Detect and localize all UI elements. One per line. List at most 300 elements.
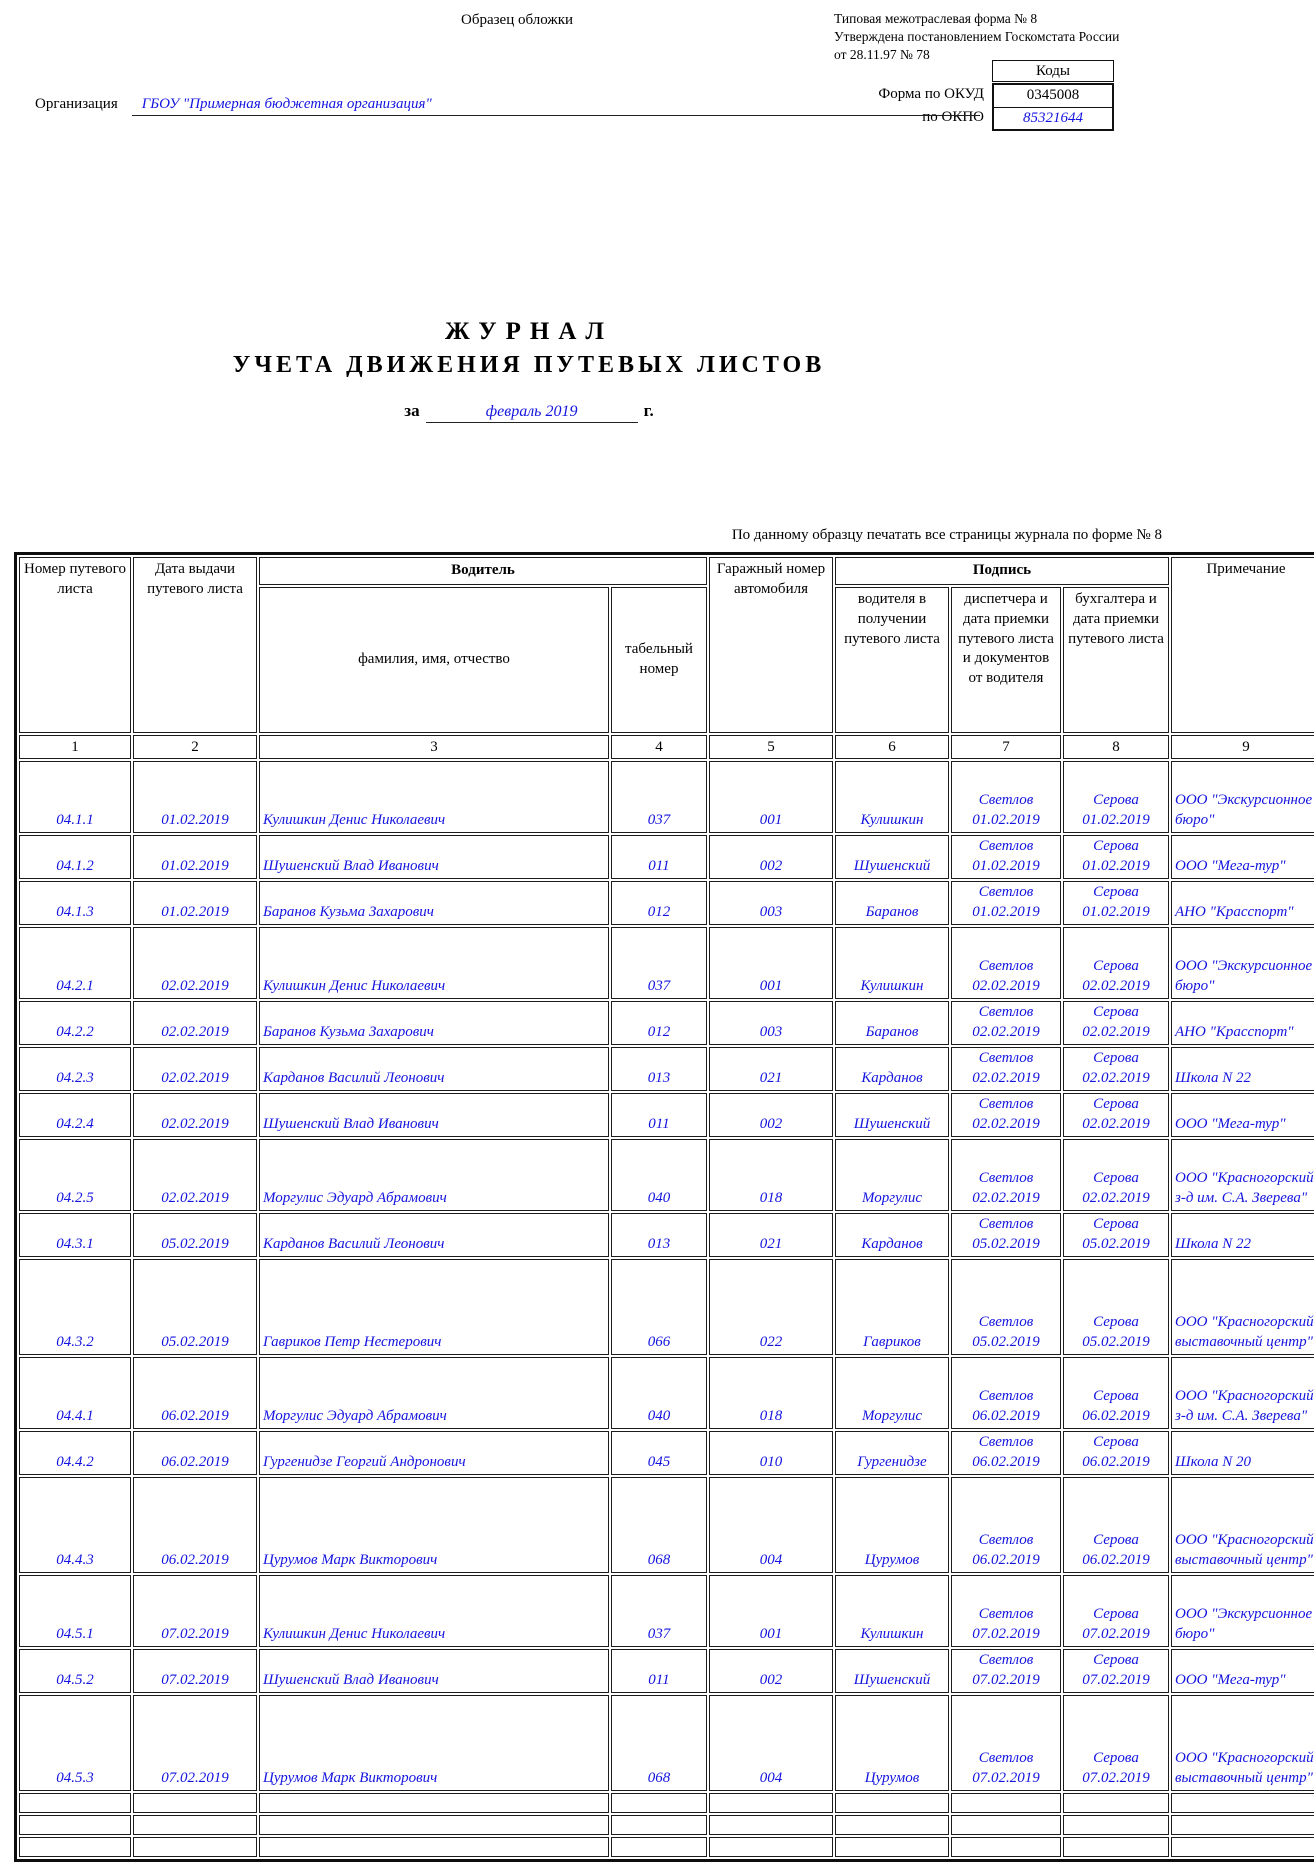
cell-accountant-signature bbox=[1063, 1477, 1169, 1573]
cell-garage-number: 003 bbox=[709, 881, 833, 925]
cell-accountant-signature bbox=[1063, 881, 1169, 925]
accountant-sign-date: 07.02.2019 bbox=[1082, 1769, 1150, 1786]
cell-accountant-signature bbox=[1063, 1695, 1169, 1791]
column-number: 8 bbox=[1063, 735, 1169, 759]
cell-garage-number: 018 bbox=[709, 1139, 833, 1211]
accountant-sign-name: Серова bbox=[1093, 884, 1139, 900]
table-row bbox=[19, 1139, 1314, 1211]
codes-box bbox=[992, 60, 1114, 131]
cell-waybill-number: 04.5.3 bbox=[19, 1695, 131, 1791]
cell-dispatcher-signature bbox=[951, 1575, 1061, 1647]
table-row bbox=[19, 1649, 1314, 1693]
cell-waybill-number: 04.5.1 bbox=[19, 1575, 131, 1647]
header-accountant-signature: бухгалтера и дата приемки путевого листа bbox=[1063, 587, 1169, 733]
cell-driver-name: Цурумов Марк Викторович bbox=[259, 1695, 609, 1791]
codes-title: Коды bbox=[992, 60, 1114, 82]
cell-driver-signature: Баранов bbox=[835, 1001, 949, 1045]
cell-dispatcher-signature bbox=[951, 1477, 1061, 1573]
header-garage-number: Гаражный номер автомобиля bbox=[709, 557, 833, 733]
cell-driver-name: Моргулис Эдуард Абрамович bbox=[259, 1357, 609, 1429]
header-driver-name: фамилия, имя, отчество bbox=[259, 587, 609, 733]
dispatcher-sign-date: 02.02.2019 bbox=[972, 1189, 1040, 1206]
cell-driver-signature bbox=[835, 1793, 949, 1813]
cell-garage-number: 001 bbox=[709, 927, 833, 999]
cell-garage-number: 003 bbox=[709, 1001, 833, 1045]
cell-issue-date: 06.02.2019 bbox=[133, 1357, 257, 1429]
cell-dispatcher-signature bbox=[951, 1357, 1061, 1429]
column-number: 3 bbox=[259, 735, 609, 759]
table-row bbox=[19, 1431, 1314, 1475]
cell-waybill-number: 04.1.3 bbox=[19, 881, 131, 925]
cell-dispatcher-signature bbox=[951, 1837, 1061, 1857]
dispatcher-sign-date: 06.02.2019 bbox=[972, 1551, 1040, 1568]
header-issue-date: Дата выдачи путевого листа bbox=[133, 557, 257, 733]
dispatcher-sign-name: Светлов bbox=[978, 792, 1034, 808]
period-row bbox=[404, 401, 653, 423]
cell-personnel-number bbox=[611, 1815, 707, 1835]
dispatcher-sign-name: Светлов bbox=[978, 1434, 1034, 1450]
cell-issue-date bbox=[133, 1815, 257, 1835]
cell-driver-signature: Шушенский bbox=[835, 835, 949, 879]
cell-driver-name: Кулишкин Денис Николаевич bbox=[259, 927, 609, 999]
cell-waybill-number: 04.2.3 bbox=[19, 1047, 131, 1091]
okpo-value: 85321644 bbox=[994, 107, 1112, 129]
cell-note: ООО "Экскурсионное бюро" bbox=[1171, 761, 1314, 833]
dispatcher-sign-name: Светлов bbox=[978, 958, 1034, 974]
dispatcher-sign-name: Светлов bbox=[978, 838, 1034, 854]
cell-dispatcher-signature bbox=[951, 1139, 1061, 1211]
accountant-sign-date: 07.02.2019 bbox=[1082, 1671, 1150, 1688]
accountant-sign-date: 01.02.2019 bbox=[1082, 811, 1150, 828]
cell-issue-date: 05.02.2019 bbox=[133, 1259, 257, 1355]
cell-driver-signature: Кулишкин bbox=[835, 927, 949, 999]
cell-waybill-number: 04.4.3 bbox=[19, 1477, 131, 1573]
accountant-sign-name: Серова bbox=[1093, 1050, 1139, 1066]
accountant-sign-name: Серова bbox=[1093, 1314, 1139, 1330]
cell-garage-number bbox=[709, 1793, 833, 1813]
cell-waybill-number bbox=[19, 1793, 131, 1813]
cell-personnel-number bbox=[611, 1837, 707, 1857]
cell-accountant-signature bbox=[1063, 761, 1169, 833]
cell-waybill-number: 04.2.5 bbox=[19, 1139, 131, 1211]
cell-personnel-number: 066 bbox=[611, 1259, 707, 1355]
accountant-sign-date: 02.02.2019 bbox=[1082, 1023, 1150, 1040]
accountant-sign-date: 02.02.2019 bbox=[1082, 1115, 1150, 1132]
cell-personnel-number: 012 bbox=[611, 1001, 707, 1045]
journal-table-body bbox=[19, 761, 1314, 1857]
cell-issue-date: 07.02.2019 bbox=[133, 1575, 257, 1647]
title-line-1: ЖУРНАЛ bbox=[444, 318, 614, 345]
header-dispatcher-signature: диспетчера и дата приемки путевого листа и документов от водителя bbox=[951, 587, 1061, 733]
accountant-sign-date: 06.02.2019 bbox=[1082, 1453, 1150, 1470]
accountant-sign-date: 06.02.2019 bbox=[1082, 1407, 1150, 1424]
dispatcher-sign-name: Светлов bbox=[978, 1750, 1034, 1766]
accountant-sign-date: 02.02.2019 bbox=[1082, 977, 1150, 994]
cell-driver-name: Кулишкин Денис Николаевич bbox=[259, 761, 609, 833]
cell-dispatcher-signature bbox=[951, 1793, 1061, 1813]
cell-driver-signature: Кулишкин bbox=[835, 1575, 949, 1647]
cell-waybill-number bbox=[19, 1837, 131, 1857]
cell-note: АНО "Красспорт" bbox=[1171, 881, 1314, 925]
cell-garage-number: 002 bbox=[709, 1649, 833, 1693]
okpo-label: по ОКПО bbox=[922, 109, 984, 125]
cell-driver-signature: Гургенидзе bbox=[835, 1431, 949, 1475]
cell-note: ООО "Экскурсионное бюро" bbox=[1171, 927, 1314, 999]
table-row bbox=[19, 1093, 1314, 1137]
cell-note bbox=[1171, 1837, 1314, 1857]
dispatcher-sign-name: Светлов bbox=[978, 1532, 1034, 1548]
accountant-sign-date: 05.02.2019 bbox=[1082, 1235, 1150, 1252]
cell-dispatcher-signature bbox=[951, 1431, 1061, 1475]
cell-driver-name bbox=[259, 1815, 609, 1835]
column-number: 4 bbox=[611, 735, 707, 759]
cell-waybill-number: 04.4.2 bbox=[19, 1431, 131, 1475]
cell-dispatcher-signature bbox=[951, 881, 1061, 925]
table-row bbox=[19, 761, 1314, 833]
accountant-sign-date: 07.02.2019 bbox=[1082, 1625, 1150, 1642]
dispatcher-sign-date: 06.02.2019 bbox=[972, 1453, 1040, 1470]
cell-accountant-signature bbox=[1063, 1575, 1169, 1647]
cell-personnel-number: 037 bbox=[611, 761, 707, 833]
form-approval-line: Типовая межотраслевая форма № 8 bbox=[834, 11, 1038, 26]
dispatcher-sign-date: 01.02.2019 bbox=[972, 857, 1040, 874]
cell-accountant-signature bbox=[1063, 1047, 1169, 1091]
cell-garage-number: 002 bbox=[709, 835, 833, 879]
cell-issue-date: 02.02.2019 bbox=[133, 1001, 257, 1045]
column-number: 9 bbox=[1171, 735, 1314, 759]
cell-note: Школа N 22 bbox=[1171, 1047, 1314, 1091]
accountant-sign-name: Серова bbox=[1093, 1606, 1139, 1622]
cell-note bbox=[1171, 1815, 1314, 1835]
accountant-sign-name: Серова bbox=[1093, 1096, 1139, 1112]
cell-waybill-number: 04.3.1 bbox=[19, 1213, 131, 1257]
cell-driver-name: Карданов Василий Леонович bbox=[259, 1047, 609, 1091]
okud-value: 0345008 bbox=[1026, 87, 1080, 103]
cell-driver-signature bbox=[835, 1837, 949, 1857]
cell-driver-name: Шушенский Влад Иванович bbox=[259, 1649, 609, 1693]
document-header bbox=[14, 0, 1300, 146]
organization-underline bbox=[132, 96, 980, 116]
journal-table-header bbox=[19, 557, 1314, 759]
header-driver-group: Водитель bbox=[259, 557, 707, 585]
cell-note: Школа N 22 bbox=[1171, 1213, 1314, 1257]
cell-accountant-signature bbox=[1063, 1001, 1169, 1045]
cell-driver-signature: Баранов bbox=[835, 881, 949, 925]
cell-note: ООО "Красногорский з-д им. С.А. Зверева" bbox=[1171, 1139, 1314, 1211]
cell-waybill-number bbox=[19, 1815, 131, 1835]
dispatcher-sign-name: Светлов bbox=[978, 1388, 1034, 1404]
cell-dispatcher-signature bbox=[951, 835, 1061, 879]
cell-dispatcher-signature bbox=[951, 1259, 1061, 1355]
journal-table bbox=[14, 552, 1314, 1862]
table-row bbox=[19, 1815, 1314, 1835]
cell-dispatcher-signature bbox=[951, 1047, 1061, 1091]
cell-personnel-number: 011 bbox=[611, 835, 707, 879]
cell-garage-number bbox=[709, 1815, 833, 1835]
cell-waybill-number: 04.2.2 bbox=[19, 1001, 131, 1045]
table-row bbox=[19, 927, 1314, 999]
accountant-sign-name: Серова bbox=[1093, 958, 1139, 974]
accountant-sign-name: Серова bbox=[1093, 1216, 1139, 1232]
cell-driver-signature: Цурумов bbox=[835, 1695, 949, 1791]
accountant-sign-name: Серова bbox=[1093, 1750, 1139, 1766]
period-suffix: г. bbox=[643, 401, 654, 420]
cell-driver-signature: Цурумов bbox=[835, 1477, 949, 1573]
cell-personnel-number bbox=[611, 1793, 707, 1813]
cell-driver-name: Гавриков Петр Нестерович bbox=[259, 1259, 609, 1355]
dispatcher-sign-name: Светлов bbox=[978, 1606, 1034, 1622]
print-instruction: По данному образцу печатать все страницы журнала по форме № 8 bbox=[731, 527, 1162, 543]
cell-note: ООО "Красногорский з-д им. С.А. Зверева" bbox=[1171, 1357, 1314, 1429]
cell-accountant-signature bbox=[1063, 1837, 1169, 1857]
cell-accountant-signature bbox=[1063, 1815, 1169, 1835]
cell-personnel-number: 012 bbox=[611, 881, 707, 925]
accountant-sign-name: Серова bbox=[1093, 1652, 1139, 1668]
cell-driver-name: Кулишкин Денис Николаевич bbox=[259, 1575, 609, 1647]
cell-note: АНО "Красспорт" bbox=[1171, 1001, 1314, 1045]
cell-driver-name: Шушенский Влад Иванович bbox=[259, 835, 609, 879]
cell-personnel-number: 068 bbox=[611, 1477, 707, 1573]
codes-values bbox=[992, 83, 1114, 131]
cell-issue-date: 07.02.2019 bbox=[133, 1649, 257, 1693]
cell-note: ООО "Красногорский выставочный центр" bbox=[1171, 1695, 1314, 1791]
cell-issue-date: 05.02.2019 bbox=[133, 1213, 257, 1257]
cell-dispatcher-signature bbox=[951, 1093, 1061, 1137]
dispatcher-sign-date: 02.02.2019 bbox=[972, 1115, 1040, 1132]
cell-garage-number: 022 bbox=[709, 1259, 833, 1355]
cell-garage-number: 004 bbox=[709, 1695, 833, 1791]
form-approval-line: от 28.11.97 № 78 bbox=[834, 46, 930, 62]
cell-garage-number: 001 bbox=[709, 761, 833, 833]
cell-personnel-number: 045 bbox=[611, 1431, 707, 1475]
cell-accountant-signature bbox=[1063, 1259, 1169, 1355]
table-row bbox=[19, 1047, 1314, 1091]
cell-note: ООО "Экскурсионное бюро" bbox=[1171, 1575, 1314, 1647]
cell-personnel-number: 011 bbox=[611, 1649, 707, 1693]
cell-accountant-signature bbox=[1063, 1139, 1169, 1211]
cover-sample-label: Образец обложки bbox=[461, 12, 574, 28]
header-signature-group: Подпись bbox=[835, 557, 1169, 585]
cell-personnel-number: 011 bbox=[611, 1093, 707, 1137]
cell-issue-date: 02.02.2019 bbox=[133, 927, 257, 999]
cell-driver-name: Цурумов Марк Викторович bbox=[259, 1477, 609, 1573]
accountant-sign-name: Серова bbox=[1093, 838, 1139, 854]
cell-dispatcher-signature bbox=[951, 1649, 1061, 1693]
cell-accountant-signature bbox=[1063, 1649, 1169, 1693]
dispatcher-sign-date: 07.02.2019 bbox=[972, 1769, 1040, 1786]
cell-driver-signature bbox=[835, 1815, 949, 1835]
cell-issue-date: 02.02.2019 bbox=[133, 1139, 257, 1211]
cell-waybill-number: 04.2.1 bbox=[19, 927, 131, 999]
cell-personnel-number: 040 bbox=[611, 1357, 707, 1429]
table-row bbox=[19, 881, 1314, 925]
table-row bbox=[19, 1793, 1314, 1813]
cell-garage-number: 004 bbox=[709, 1477, 833, 1573]
cell-driver-signature: Гавриков bbox=[835, 1259, 949, 1355]
cell-driver-name: Баранов Кузьма Захарович bbox=[259, 1001, 609, 1045]
cell-accountant-signature bbox=[1063, 927, 1169, 999]
cell-personnel-number: 040 bbox=[611, 1139, 707, 1211]
dispatcher-sign-name: Светлов bbox=[978, 1652, 1034, 1668]
accountant-sign-name: Серова bbox=[1093, 1532, 1139, 1548]
cell-driver-signature: Кулишкин bbox=[835, 761, 949, 833]
cell-driver-signature: Карданов bbox=[835, 1047, 949, 1091]
dispatcher-sign-name: Светлов bbox=[978, 884, 1034, 900]
organization-label: Организация bbox=[35, 96, 118, 112]
accountant-sign-name: Серова bbox=[1093, 1170, 1139, 1186]
accountant-sign-name: Серова bbox=[1093, 1004, 1139, 1020]
dispatcher-sign-name: Светлов bbox=[978, 1170, 1034, 1186]
dispatcher-sign-date: 01.02.2019 bbox=[972, 811, 1040, 828]
table-row bbox=[19, 1001, 1314, 1045]
cell-garage-number: 001 bbox=[709, 1575, 833, 1647]
dispatcher-sign-date: 02.02.2019 bbox=[972, 1069, 1040, 1086]
cell-note: ООО "Красногорский выставочный центр" bbox=[1171, 1259, 1314, 1355]
dispatcher-sign-date: 02.02.2019 bbox=[972, 977, 1040, 994]
dispatcher-sign-date: 05.02.2019 bbox=[972, 1235, 1040, 1252]
table-row bbox=[19, 1477, 1314, 1573]
table-row bbox=[19, 1357, 1314, 1429]
header-waybill-number: Номер путевого листа bbox=[19, 557, 131, 733]
cell-waybill-number: 04.1.1 bbox=[19, 761, 131, 833]
cell-garage-number bbox=[709, 1837, 833, 1857]
accountant-sign-name: Серова bbox=[1093, 1434, 1139, 1450]
table-row bbox=[19, 1695, 1314, 1791]
cell-driver-name: Шушенский Влад Иванович bbox=[259, 1093, 609, 1137]
title-line-2: УЧЕТА ДВИЖЕНИЯ ПУТЕВЫХ ЛИСТОВ bbox=[232, 352, 826, 378]
cell-driver-name: Карданов Василий Леонович bbox=[259, 1213, 609, 1257]
cell-note: ООО "Красногорский выставочный центр" bbox=[1171, 1477, 1314, 1573]
cell-personnel-number: 068 bbox=[611, 1695, 707, 1791]
period-value: февраль 2019 bbox=[485, 403, 578, 420]
dispatcher-sign-name: Светлов bbox=[978, 1050, 1034, 1066]
accountant-sign-date: 01.02.2019 bbox=[1082, 857, 1150, 874]
document-title bbox=[14, 318, 1044, 423]
cell-issue-date: 02.02.2019 bbox=[133, 1047, 257, 1091]
column-number: 6 bbox=[835, 735, 949, 759]
column-number: 5 bbox=[709, 735, 833, 759]
dispatcher-sign-name: Светлов bbox=[978, 1216, 1034, 1232]
dispatcher-sign-date: 06.02.2019 bbox=[972, 1407, 1040, 1424]
cell-waybill-number: 04.5.2 bbox=[19, 1649, 131, 1693]
form-approval-line: Утверждена постановлением Госкомстата России bbox=[834, 28, 1120, 44]
cell-accountant-signature bbox=[1063, 1213, 1169, 1257]
column-number: 1 bbox=[19, 735, 131, 759]
organization-row bbox=[35, 96, 980, 116]
cell-note: ООО "Мега-тур" bbox=[1171, 1093, 1314, 1137]
table-row bbox=[19, 1837, 1314, 1857]
cell-issue-date: 02.02.2019 bbox=[133, 1093, 257, 1137]
cell-driver-name: Баранов Кузьма Захарович bbox=[259, 881, 609, 925]
dispatcher-sign-name: Светлов bbox=[978, 1004, 1034, 1020]
cell-driver-name: Моргулис Эдуард Абрамович bbox=[259, 1139, 609, 1211]
cell-garage-number: 018 bbox=[709, 1357, 833, 1429]
cell-issue-date: 06.02.2019 bbox=[133, 1431, 257, 1475]
table-row bbox=[19, 1259, 1314, 1355]
accountant-sign-name: Серова bbox=[1093, 792, 1139, 808]
cell-dispatcher-signature bbox=[951, 927, 1061, 999]
cell-issue-date: 06.02.2019 bbox=[133, 1477, 257, 1573]
dispatcher-sign-date: 02.02.2019 bbox=[972, 1023, 1040, 1040]
cell-accountant-signature bbox=[1063, 1793, 1169, 1813]
dispatcher-sign-date: 07.02.2019 bbox=[972, 1671, 1040, 1688]
dispatcher-sign-date: 05.02.2019 bbox=[972, 1333, 1040, 1350]
header-personnel-number: табельный номер bbox=[611, 587, 707, 733]
cell-driver-signature: Моргулис bbox=[835, 1139, 949, 1211]
header-note: Примечание bbox=[1171, 557, 1314, 733]
cell-personnel-number: 037 bbox=[611, 927, 707, 999]
cell-personnel-number: 013 bbox=[611, 1047, 707, 1091]
cell-garage-number: 021 bbox=[709, 1213, 833, 1257]
cell-dispatcher-signature bbox=[951, 1815, 1061, 1835]
cell-dispatcher-signature bbox=[951, 1001, 1061, 1045]
cell-accountant-signature bbox=[1063, 835, 1169, 879]
header-driver-signature: водителя в получении путевого листа bbox=[835, 587, 949, 733]
dispatcher-sign-name: Светлов bbox=[978, 1314, 1034, 1330]
cell-accountant-signature bbox=[1063, 1431, 1169, 1475]
cell-waybill-number: 04.2.4 bbox=[19, 1093, 131, 1137]
cell-personnel-number: 013 bbox=[611, 1213, 707, 1257]
column-number: 2 bbox=[133, 735, 257, 759]
cell-driver-signature: Шушенский bbox=[835, 1093, 949, 1137]
cell-personnel-number: 037 bbox=[611, 1575, 707, 1647]
cell-accountant-signature bbox=[1063, 1357, 1169, 1429]
cell-driver-signature: Шушенский bbox=[835, 1649, 949, 1693]
cell-issue-date: 01.02.2019 bbox=[133, 761, 257, 833]
accountant-sign-date: 05.02.2019 bbox=[1082, 1333, 1150, 1350]
cell-note: ООО "Мега-тур" bbox=[1171, 1649, 1314, 1693]
accountant-sign-date: 02.02.2019 bbox=[1082, 1069, 1150, 1086]
cell-note: Школа N 20 bbox=[1171, 1431, 1314, 1475]
cell-issue-date bbox=[133, 1837, 257, 1857]
accountant-sign-name: Серова bbox=[1093, 1388, 1139, 1404]
cell-dispatcher-signature bbox=[951, 1213, 1061, 1257]
period-underline bbox=[426, 403, 638, 423]
dispatcher-sign-date: 01.02.2019 bbox=[972, 903, 1040, 920]
cell-waybill-number: 04.3.2 bbox=[19, 1259, 131, 1355]
cell-dispatcher-signature bbox=[951, 1695, 1061, 1791]
cell-driver-signature: Карданов bbox=[835, 1213, 949, 1257]
cell-driver-name: Гургенидзе Георгий Андронович bbox=[259, 1431, 609, 1475]
form-approval-note bbox=[834, 10, 1119, 63]
table-row bbox=[19, 835, 1314, 879]
cell-note bbox=[1171, 1793, 1314, 1813]
table-row bbox=[19, 1213, 1314, 1257]
cell-garage-number: 002 bbox=[709, 1093, 833, 1137]
column-number: 7 bbox=[951, 735, 1061, 759]
cell-driver-signature: Моргулис bbox=[835, 1357, 949, 1429]
cell-issue-date: 01.02.2019 bbox=[133, 881, 257, 925]
cell-issue-date bbox=[133, 1793, 257, 1813]
cell-dispatcher-signature bbox=[951, 761, 1061, 833]
okud-label: Форма по ОКУД bbox=[878, 86, 984, 102]
cell-waybill-number: 04.4.1 bbox=[19, 1357, 131, 1429]
cell-issue-date: 07.02.2019 bbox=[133, 1695, 257, 1791]
cell-garage-number: 010 bbox=[709, 1431, 833, 1475]
cell-issue-date: 01.02.2019 bbox=[133, 835, 257, 879]
cell-waybill-number: 04.1.2 bbox=[19, 835, 131, 879]
dispatcher-sign-date: 07.02.2019 bbox=[972, 1625, 1040, 1642]
period-prefix: за bbox=[404, 401, 420, 420]
accountant-sign-date: 06.02.2019 bbox=[1082, 1551, 1150, 1568]
cell-garage-number: 021 bbox=[709, 1047, 833, 1091]
cell-accountant-signature bbox=[1063, 1093, 1169, 1137]
accountant-sign-date: 01.02.2019 bbox=[1082, 903, 1150, 920]
column-numbers-row bbox=[19, 735, 1314, 759]
cell-note: ООО "Мега-тур" bbox=[1171, 835, 1314, 879]
cell-driver-name bbox=[259, 1837, 609, 1857]
accountant-sign-date: 02.02.2019 bbox=[1082, 1189, 1150, 1206]
